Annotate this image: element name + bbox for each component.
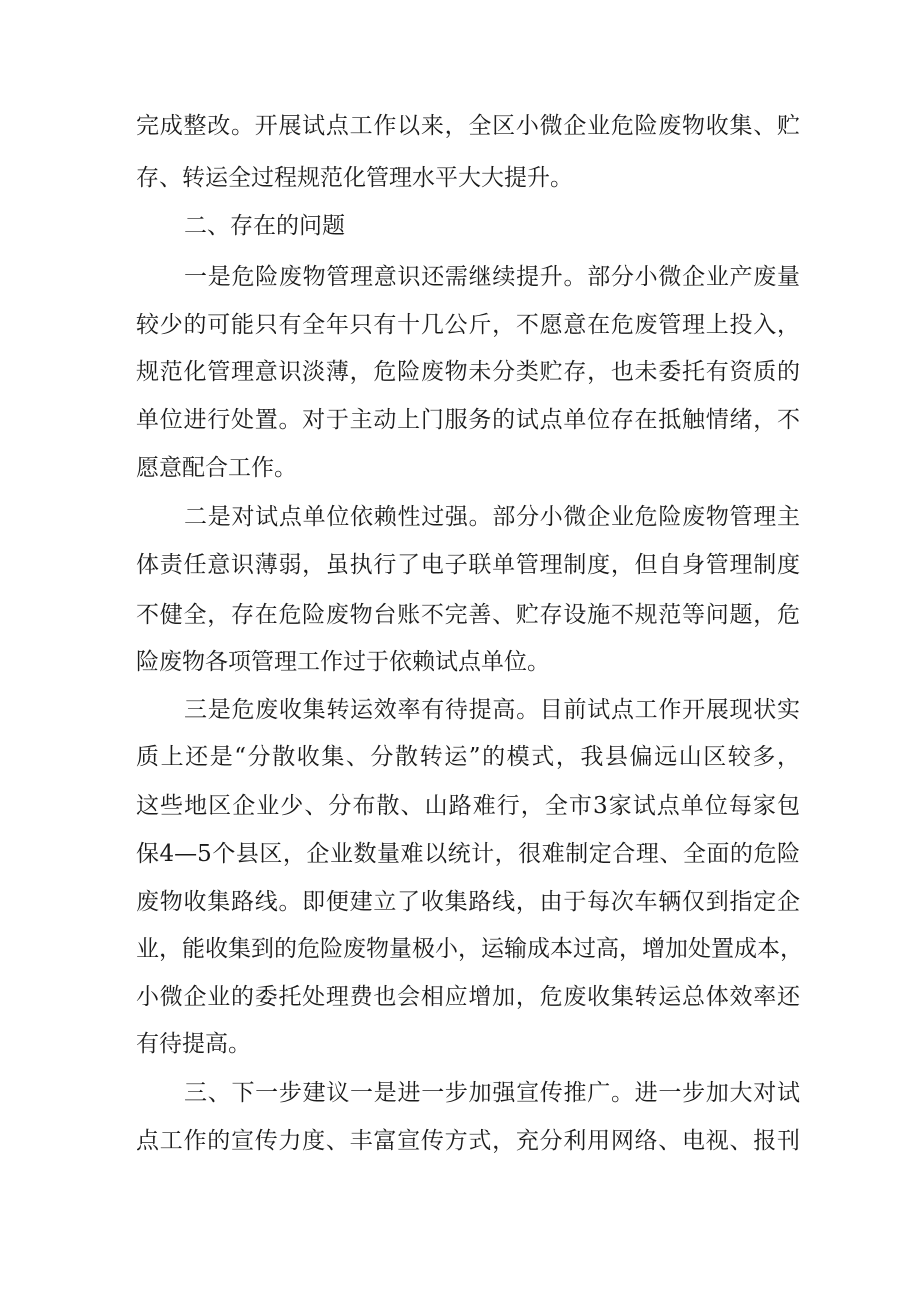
text-line: 愿意配合工作。 — [136, 455, 297, 481]
text-line: 较少的可能只有全年只有十几公斤，不愿意在危废管理上投入， — [136, 312, 800, 338]
text-line: 体责任意识薄弱，虽执行了电子联单管理制度，但自身管理制度 — [136, 552, 800, 578]
text-line: 有待提高。 — [136, 1031, 251, 1057]
text-line: 规范化管理意识淡薄，危险废物未分类贮存，也未委托有资质的 — [136, 359, 800, 385]
text-line: 三、下一步建议一是进一步加强宣传推广。进一步加大对试 — [184, 1080, 800, 1106]
text-line: 业，能收集到的危险废物量极小，运输成本过高，增加处置成本， — [136, 936, 803, 962]
text-line: 完成整改。开展试点工作以来，全区小微企业危险废物收集、贮 — [136, 113, 800, 139]
section-heading: 二、存在的问题 — [184, 213, 345, 239]
text-line: 险废物各项管理工作过于依赖试点单位。 — [136, 649, 550, 675]
text-line: 废物收集路线。即便建立了收集路线，由于每次车辆仅到指定企 — [136, 889, 800, 915]
text-line: 小微企业的委托处理费也会相应增加，危废收集转运总体效率还 — [136, 984, 800, 1010]
text-line: 存、转运全过程规范化管理水平大大提升。 — [136, 165, 573, 191]
text-line: 单位进行处置。对于主动上门服务的试点单位存在抵触情绪，不 — [136, 407, 800, 433]
text-line: 保4—5个县区，企业数量难以统计，很难制定合理、全面的危险 — [136, 841, 800, 867]
text-line: 一是危险废物管理意识还需继续提升。部分小微企业产废量 — [184, 264, 800, 290]
text-line: 二是对试点单位依赖性过强。部分小微企业危险废物管理主 — [184, 504, 800, 530]
text-line: 不健全，存在危险废物台账不完善、贮存设施不规范等问题，危 — [136, 602, 800, 628]
text-line: 这些地区企业少、分布散、山路难行，全市3家试点单位每家包 — [136, 793, 800, 819]
text-line: 三是危废收集转运效率有待提高。目前试点工作开展现状实 — [184, 697, 800, 723]
text-line: 质上还是“分散收集、分散转运”的模式，我县偏远山区较多， — [136, 744, 800, 770]
text-line: 点工作的宣传力度、丰富宣传方式，充分利用网络、电视、报刊 — [136, 1128, 800, 1154]
